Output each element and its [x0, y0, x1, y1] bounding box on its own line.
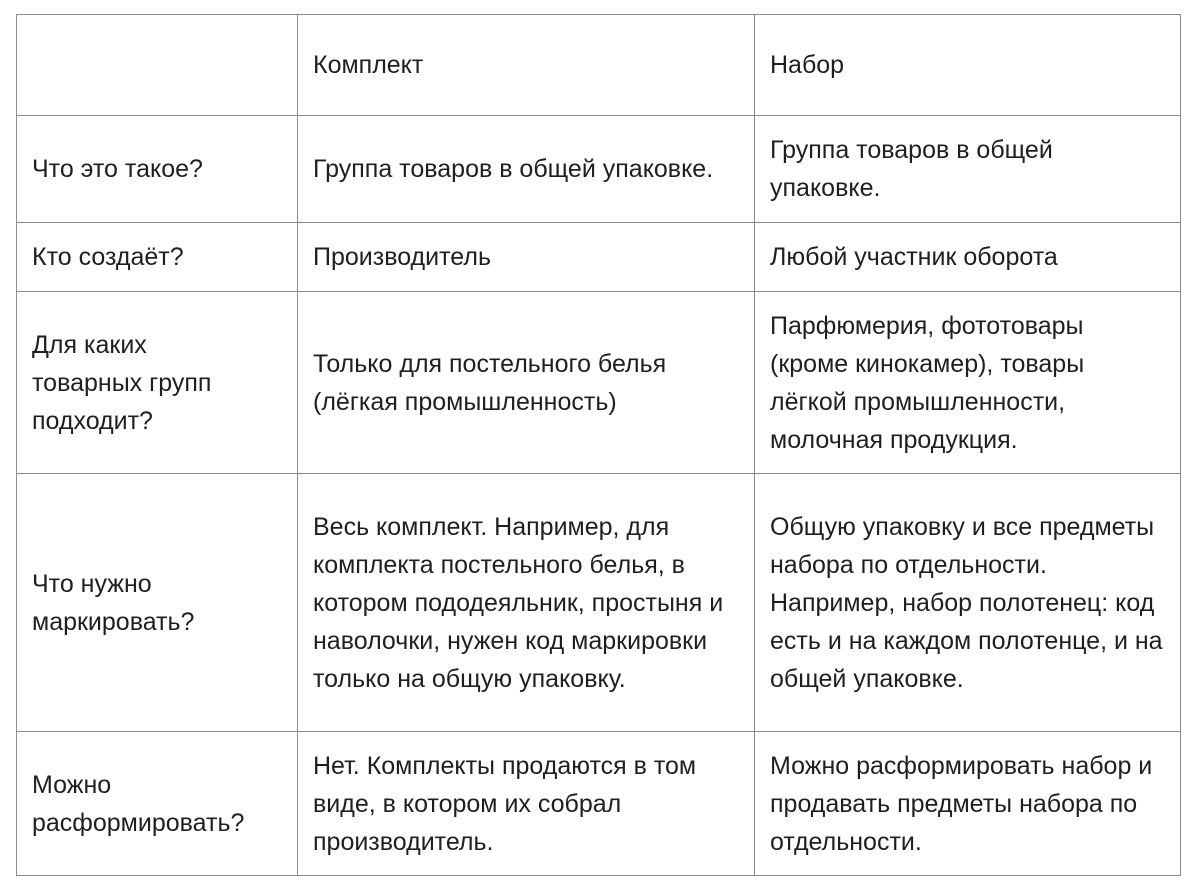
- table-row: [17, 116, 1181, 223]
- komplekt-cell: Группа товаров в общей упаковке.: [298, 116, 755, 223]
- row-question-cell: Что нужно маркировать?: [17, 474, 298, 732]
- row-question-cell: Что это такое?: [17, 116, 298, 223]
- header-cell-empty: [17, 15, 298, 116]
- nabor-cell: Любой участник оборота: [755, 223, 1181, 292]
- table-row: [17, 732, 1181, 876]
- comparison-table: [16, 14, 1181, 876]
- table-row: [17, 223, 1181, 292]
- row-question-cell: Для каких товарных групп подходит?: [17, 292, 298, 474]
- table-row: [17, 292, 1181, 474]
- row-question-cell: Можно расформировать?: [17, 732, 298, 876]
- komplekt-cell: Нет. Комплекты продаются в том виде, в котором их собрал производитель.: [298, 732, 755, 876]
- table-row: [17, 474, 1181, 732]
- header-row: [17, 15, 1181, 116]
- nabor-cell: Парфюмерия, фототовары (кроме кинокамер), товары лёгкой промышленности, молочная продукция.: [755, 292, 1181, 474]
- nabor-cell: Группа товаров в общей упаковке.: [755, 116, 1181, 223]
- header-cell-komplekt: Комплект: [298, 15, 755, 116]
- komplekt-cell: Весь комплект. Например, для комплекта постельного белья, в котором пододеяльник, простыня и наволочки, нужен код маркировки только на общую упаковку.: [298, 474, 755, 732]
- komplekt-cell: Производитель: [298, 223, 755, 292]
- header-cell-nabor: Набор: [755, 15, 1181, 116]
- row-question-cell: Кто создаёт?: [17, 223, 298, 292]
- nabor-cell: Общую упаковку и все предметы набора по отдельности. Например, набор полотенец: код есть и на каждом полотенце, и на общей упаковке.: [755, 474, 1181, 732]
- nabor-cell: Можно расформировать набор и продавать предметы набора по отдельности.: [755, 732, 1181, 876]
- komplekt-cell: Только для постельного белья (лёгкая промышленность): [298, 292, 755, 474]
